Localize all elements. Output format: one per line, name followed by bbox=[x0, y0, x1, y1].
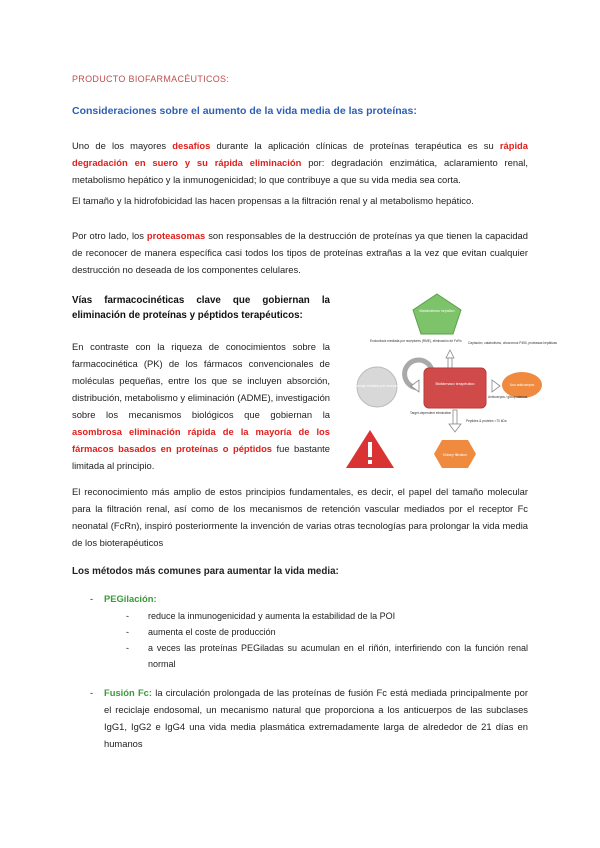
text: Uno de los mayores bbox=[72, 140, 173, 151]
dash: - bbox=[90, 687, 94, 698]
paragraph-challenges bbox=[72, 137, 528, 188]
highlight: desafíos bbox=[172, 140, 211, 151]
dash: - bbox=[126, 611, 129, 621]
section-title-methods: Los métodos más comunes para aumentar la vida media: bbox=[72, 566, 339, 577]
method-fc-fusion bbox=[90, 684, 528, 752]
method-pegylation bbox=[90, 590, 528, 672]
label-target: Target-dependent elimination bbox=[410, 411, 452, 415]
biopharmaceutical-node bbox=[424, 368, 486, 408]
label-antibody: Anticuerpos / glicoproteínas bbox=[488, 395, 528, 399]
text: por: degradación enzimática, aclaramiento renal, metabolismo hepático y la inmunogenicidad; lo que contribuye a que su vida media sea corta. bbox=[72, 157, 528, 185]
item-text: aumenta el coste de producción bbox=[148, 627, 276, 637]
label-bottom: Peptides & proteins <70 kDa bbox=[466, 419, 507, 423]
elimination-diagram bbox=[340, 292, 557, 477]
text: fue bastante limitada al principio. bbox=[72, 443, 330, 471]
right-node-label: Uso anticuerpos bbox=[509, 383, 535, 387]
list-item bbox=[126, 608, 528, 624]
label-right-top: Captación, catabolismo, citocromos P450, proteasas hepáticas bbox=[468, 341, 557, 345]
arrow-down-shaft bbox=[453, 410, 457, 424]
highlight: proteasomas bbox=[146, 230, 206, 241]
document-header: PRODUCTO BIOFARMACÉUTICOS: bbox=[72, 74, 230, 84]
arrow-up-shaft bbox=[448, 358, 452, 368]
left-node-label: Reciclaje mediado por receptores bbox=[351, 384, 403, 388]
highlight: asombrosa eliminación rápida de la mayoría de los fármacos basados en proteínas o péptidos bbox=[72, 426, 330, 454]
label-left-top: Endocitosis mediada por receptores (RME), eliminación de FcRn bbox=[370, 339, 462, 343]
section-title-half-life: Consideraciones sobre el aumento de la vida media de las proteínas: bbox=[72, 105, 417, 117]
section-title-pk bbox=[72, 293, 330, 323]
arrow-up-icon bbox=[446, 350, 454, 358]
fc-label: Fusión Fc: bbox=[104, 687, 153, 698]
dash: - bbox=[126, 627, 129, 637]
dash: - bbox=[126, 643, 129, 653]
paragraph-recognition: El reconocimiento más amplio de estos principios fundamentales, es decir, el papel del tamaño molecular para la filtración renal, así como de los mecanismos de retención vascular mediados por el receptor Fc neonatal (FcRn), inspiró posteriormente la invención de varias otras tecnologías para prolongar la vida media de los bioterapéuticos bbox=[72, 486, 528, 548]
item-text: reduce la inmunogenicidad y aumenta la estabilidad de la POI bbox=[148, 611, 396, 621]
center-node-label: Biofármaco terapéutico bbox=[435, 382, 475, 386]
arrow-down-icon bbox=[449, 424, 461, 432]
paragraph-size: El tamaño y la hidrofobicidad las hacen propensas a la filtración renal y al metabolismo hepático. bbox=[72, 195, 474, 206]
text: durante la aplicación clínicas de proteínas terapéutica es su bbox=[210, 140, 500, 151]
paragraph-pk bbox=[72, 338, 330, 474]
list-item bbox=[126, 624, 528, 640]
item-text: a veces las proteínas PEGiladas su acumulan en el riñón, interfiriendo con la función renal normal bbox=[148, 643, 528, 669]
warning-dot bbox=[368, 460, 372, 464]
arrow-left-icon bbox=[411, 380, 419, 392]
peg-list bbox=[90, 608, 528, 672]
heading: Vías farmacocinéticas clave que gobiernan la eliminación de proteínas y péptidos terapéuticos: bbox=[72, 295, 330, 321]
list-item bbox=[126, 640, 528, 672]
text: En contraste con la riqueza de conocimientos sobre la farmacocinética (PK) de los fármacos convencionales de moléculas pequeñas, entre los que se incluyen absorción, distribución, metabolismo y eliminación (ADME), investigación sobre los mecanismos biológicos que gobiernan la bbox=[72, 341, 330, 420]
text: son responsables de la destrucción de proteínas ya que tienen la capacidad de reconocer de manera específica casi todos los tipos de proteínas extrañas a la vez que evitan cualquier destrucción no deseada de los componentes celulares. bbox=[72, 230, 528, 275]
top-node-label: Metabolismo hepático bbox=[419, 309, 455, 313]
warning-mark bbox=[368, 442, 372, 457]
peg-label: PEGilación: bbox=[104, 593, 157, 604]
fc-text: la circulación prolongada de las proteínas de fusión Fc está mediada principalmente por el reciclaje endosomal, un mecanismo natural que proporciona a los anticuerpos de las subclases IgG1, IgG2 e IgG4 una vida media plasmática extremadamente larga de alrededor de 21 días en humanos bbox=[104, 687, 528, 749]
dash: - bbox=[90, 593, 94, 604]
text: Por otro lado, los bbox=[72, 230, 147, 241]
paragraph-proteasomes bbox=[72, 227, 528, 278]
hepatic-metabolism-node bbox=[413, 294, 461, 334]
bottom-node-label: Kidney filtration bbox=[442, 453, 468, 457]
highlight: rápida degradación en suero y su rápida eliminación bbox=[72, 140, 528, 168]
arrow-right-icon bbox=[492, 380, 500, 392]
